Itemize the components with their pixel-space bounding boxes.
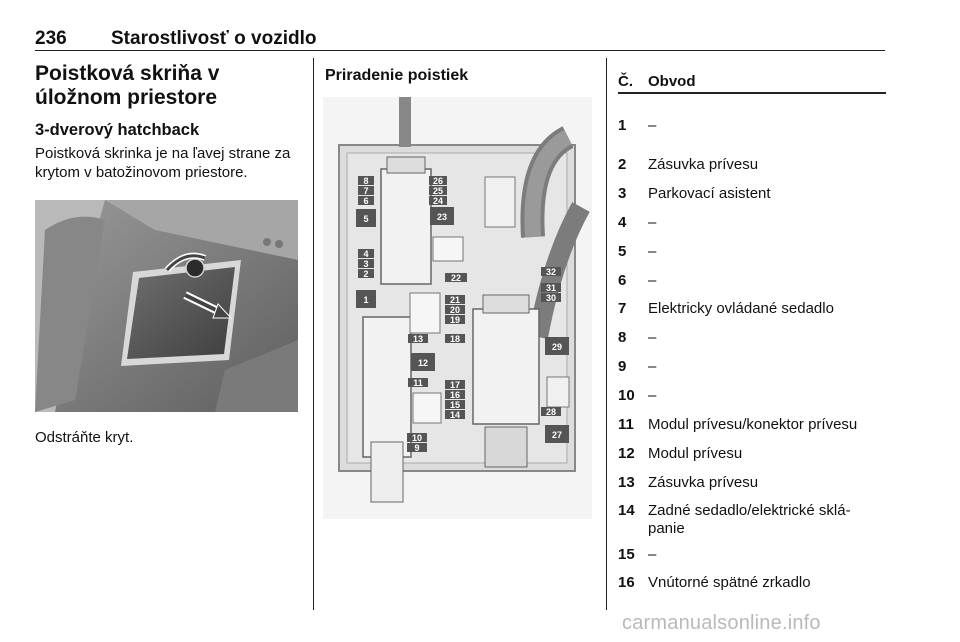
- svg-text:24: 24: [432, 196, 444, 206]
- column-divider-2: [606, 58, 607, 610]
- fuse-number: 10: [618, 387, 635, 404]
- fuse-13: [408, 334, 428, 344]
- svg-text:2: 2: [363, 269, 369, 279]
- fuse-11: [408, 378, 428, 388]
- svg-text:32: 32: [545, 267, 557, 277]
- fuse-32: [541, 267, 561, 277]
- svg-text:29: 29: [551, 342, 563, 352]
- fuse-19: [445, 315, 465, 325]
- circuit-description: Zadné sedadlo/elektrické sklá-panie: [648, 502, 851, 537]
- table-row: [618, 574, 886, 592]
- column-divider-1: [313, 58, 314, 610]
- fuse-6: [358, 196, 374, 206]
- table-row: [618, 185, 886, 203]
- fuse-number: 8: [618, 329, 627, 346]
- table-row: [618, 329, 886, 347]
- section-title: Starostlivosť o vozidlo: [111, 28, 317, 49]
- fuse-27: [545, 425, 569, 443]
- svg-text:16: 16: [449, 390, 461, 400]
- svg-text:12: 12: [417, 358, 429, 368]
- table-row: [618, 272, 886, 290]
- fuse-31: [541, 283, 561, 293]
- fuse-18: [445, 334, 465, 344]
- circuit-description: –: [648, 272, 657, 289]
- subheading: 3-dverový hatchback: [35, 121, 200, 139]
- svg-text:23: 23: [436, 212, 448, 222]
- fuse-16: [445, 390, 465, 400]
- fuse-14: [445, 410, 465, 420]
- svg-text:10: 10: [411, 433, 423, 443]
- svg-text:15: 15: [449, 400, 461, 410]
- fuse-24: [429, 196, 447, 206]
- fuse-box-diagram: [323, 97, 592, 519]
- fuse-assignment-title: Priradenie poistiek: [325, 67, 469, 84]
- fuse-12: [411, 353, 435, 371]
- circuit-description: Elektricky ovládané sedadlo: [648, 300, 834, 317]
- header-rule: [35, 50, 885, 51]
- page-header: [35, 28, 316, 50]
- svg-text:30: 30: [545, 293, 557, 303]
- circuit-description: Parkovací asistent: [648, 185, 771, 202]
- circuit-description: Zásuvka prívesu: [648, 474, 759, 491]
- fuse-4: [358, 249, 374, 259]
- fuse-20: [445, 305, 465, 315]
- circuit-description: Zásuvka prívesu: [648, 156, 759, 173]
- fuse-2: [358, 269, 374, 279]
- fuse-17: [445, 380, 465, 390]
- fuse-10: [407, 433, 427, 443]
- svg-text:17: 17: [449, 380, 461, 390]
- table-row: [618, 156, 886, 174]
- svg-text:13: 13: [412, 334, 424, 344]
- svg-text:20: 20: [449, 305, 461, 315]
- svg-text:27: 27: [551, 430, 563, 440]
- column-header-circuit: Obvod: [648, 72, 696, 90]
- table-row: [618, 117, 886, 135]
- circuit-description: Modul prívesu: [648, 445, 743, 462]
- left-column: [35, 62, 303, 182]
- table-row: [618, 416, 886, 434]
- fuse-29: [545, 337, 569, 355]
- fuse-number: 6: [618, 272, 627, 289]
- fuse-number: 9: [618, 358, 627, 375]
- fuse-number: 16: [618, 574, 635, 591]
- svg-text:5: 5: [363, 214, 369, 224]
- fuse-25: [429, 186, 447, 196]
- svg-text:21: 21: [449, 295, 461, 305]
- table-row: [618, 358, 886, 376]
- circuit-description: Vnútorné spätné zrkadlo: [648, 574, 811, 591]
- svg-text:4: 4: [363, 249, 369, 259]
- fuse-1: [356, 290, 376, 308]
- table-row: [618, 546, 886, 564]
- fuse-30: [541, 293, 561, 303]
- circuit-description: –: [648, 329, 657, 346]
- fuse-8: [358, 176, 374, 186]
- table-row: [618, 387, 886, 405]
- fuse-number: 13: [618, 474, 635, 491]
- svg-text:22: 22: [450, 273, 462, 283]
- fuse-table: [618, 70, 886, 591]
- fuse-22: [445, 273, 467, 283]
- table-row: [618, 474, 886, 492]
- svg-text:28: 28: [545, 407, 557, 417]
- fuse-23: [430, 207, 454, 225]
- fuse-28: [541, 407, 561, 417]
- svg-text:3: 3: [363, 259, 369, 269]
- fuse-number: 3: [618, 185, 627, 202]
- circuit-description: –: [648, 243, 657, 260]
- trunk-cover-illustration: [35, 200, 298, 412]
- fuse-26: [429, 176, 447, 186]
- fuse-21: [445, 295, 465, 305]
- fuse-number: 15: [618, 546, 635, 563]
- table-row: [618, 214, 886, 232]
- fuse-number: 7: [618, 300, 627, 317]
- table-row: [618, 243, 886, 261]
- circuit-description: –: [648, 387, 657, 404]
- svg-text:18: 18: [449, 334, 461, 344]
- section-heading: Poistková skriňa v úložnom priestore: [35, 62, 220, 109]
- fuse-3: [358, 259, 374, 269]
- svg-text:1: 1: [363, 295, 369, 305]
- svg-text:14: 14: [449, 410, 461, 420]
- table-header: [618, 70, 886, 94]
- body-text: Poistková skrinka je na ľavej strane za krytom v batožinovom priestore.: [35, 145, 291, 181]
- svg-text:26: 26: [432, 176, 444, 186]
- svg-text:8: 8: [363, 176, 369, 186]
- fuse-5: [356, 209, 376, 227]
- fuse-15: [445, 400, 465, 410]
- svg-text:25: 25: [432, 186, 444, 196]
- table-row: [618, 445, 886, 463]
- circuit-description: –: [648, 358, 657, 375]
- fuse-number: 5: [618, 243, 627, 260]
- svg-text:6: 6: [363, 196, 369, 206]
- svg-text:31: 31: [545, 283, 557, 293]
- fuse-number: 2: [618, 156, 627, 173]
- fuse-9: [407, 443, 427, 453]
- circuit-description: –: [648, 546, 657, 563]
- fuse-number: 12: [618, 445, 635, 462]
- circuit-description: Modul prívesu/konektor prívesu: [648, 416, 858, 433]
- svg-text:9: 9: [414, 443, 420, 453]
- svg-text:19: 19: [449, 315, 461, 325]
- table-row: [618, 300, 886, 318]
- fuse-number: 4: [618, 214, 627, 231]
- fuse-number: 14: [618, 502, 635, 519]
- fuse-number: 11: [618, 416, 634, 433]
- circuit-description: –: [648, 214, 657, 231]
- fuse-7: [358, 186, 374, 196]
- column-header-number: Č.: [618, 72, 633, 90]
- fuse-number: 1: [618, 117, 627, 134]
- circuit-description: –: [648, 117, 657, 134]
- svg-text:7: 7: [363, 186, 369, 196]
- svg-text:11: 11: [413, 378, 423, 388]
- page-number: 236: [35, 28, 67, 49]
- photo-caption: Odstráňte kryt.: [35, 429, 134, 446]
- table-row: [618, 502, 886, 538]
- watermark: carmanualsonline.info: [622, 612, 821, 634]
